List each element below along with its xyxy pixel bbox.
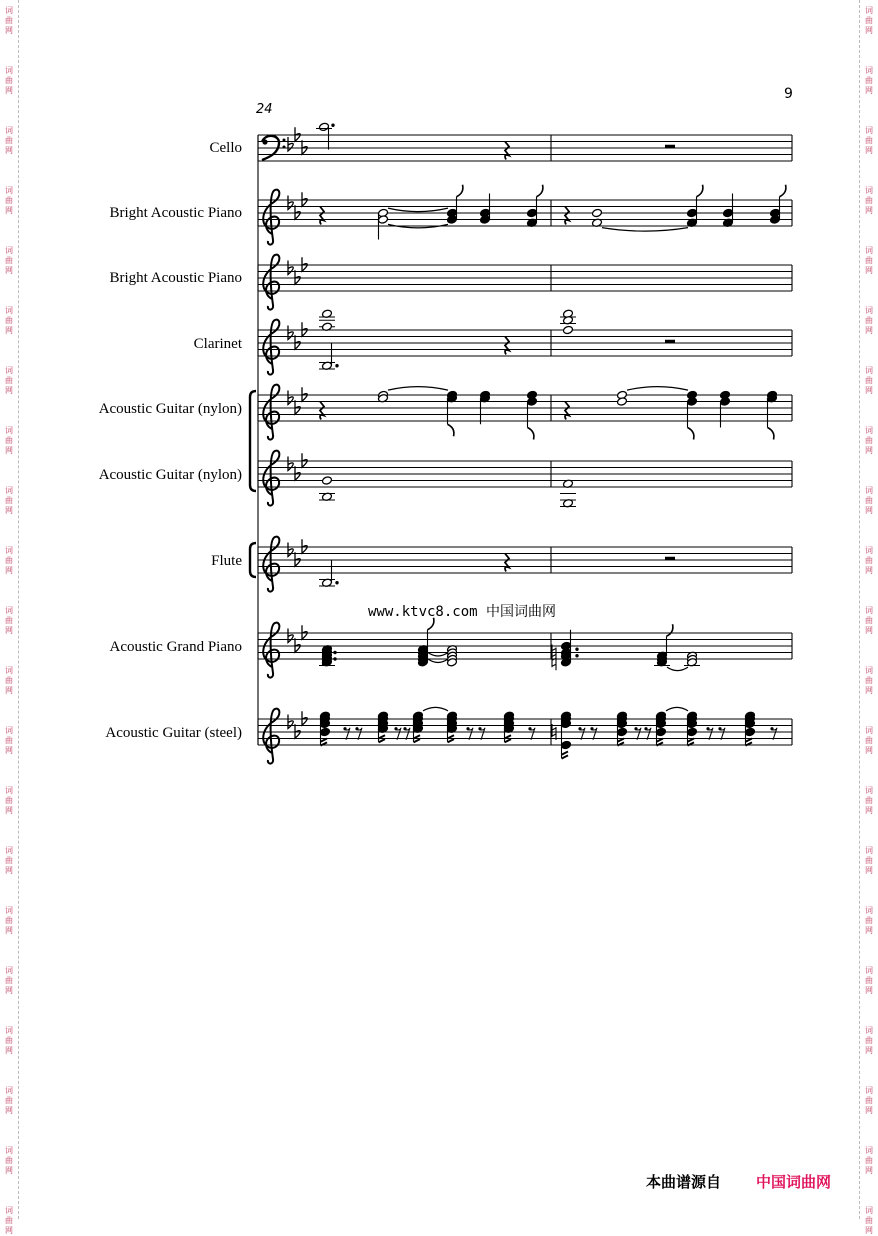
tie [667, 667, 688, 671]
guitar-group-bracket [250, 391, 256, 491]
margin-watermark: 词 曲 网 [865, 1206, 873, 1235]
note-flag [537, 185, 543, 197]
sixteenth-beam [414, 739, 421, 742]
tie [602, 228, 688, 232]
tie [388, 208, 448, 212]
margin-watermark: 词 曲 网 [865, 546, 873, 575]
instrument-label-cello: Cello [209, 140, 242, 156]
footer-source-site[interactable]: 中国词曲网 [756, 1173, 832, 1191]
margin-watermark: 词 曲 网 [865, 1146, 873, 1175]
page-number: 9 [784, 86, 793, 102]
margin-watermark: 词 曲 网 [865, 906, 873, 935]
margin-watermark: 词 曲 网 [865, 186, 873, 215]
sixteenth-beam [505, 739, 512, 742]
flat-sign [288, 715, 293, 729]
margin-watermark: 词 曲 网 [865, 726, 873, 755]
augmentation-dot [331, 124, 334, 127]
notehead [687, 208, 698, 217]
eighth-rest [592, 728, 597, 740]
augmentation-dot [333, 651, 336, 654]
flat-sign [302, 387, 307, 401]
watermark-site-name: 中国词曲网 [486, 604, 557, 620]
instrument-label-nylon-guitar-1: Acoustic Guitar (nylon) [98, 401, 242, 417]
margin-watermark: 词 曲 网 [865, 66, 873, 95]
flat-sign [302, 453, 307, 467]
flat-sign [288, 457, 293, 471]
margin-watermark: 词 曲 网 [5, 546, 13, 575]
instrument-label-grand-piano: Acoustic Grand Piano [109, 639, 242, 655]
flat-sign [288, 137, 293, 151]
note-flag [697, 185, 703, 197]
note-flag [688, 428, 694, 440]
tie [627, 387, 688, 391]
notehead [656, 727, 667, 736]
margin-watermark: 词 曲 网 [865, 606, 873, 635]
augmentation-dot [333, 657, 336, 660]
margin-watermark: 词 曲 网 [865, 786, 873, 815]
margin-watermark: 词 曲 网 [5, 486, 13, 515]
tie [428, 659, 448, 663]
notehead [561, 740, 572, 749]
bass-clef [283, 139, 286, 142]
half-rest [665, 557, 675, 560]
eighth-rest [530, 728, 535, 740]
margin-watermark: 词 曲 网 [865, 426, 873, 455]
flat-sign [295, 724, 300, 738]
half-rest [665, 145, 675, 148]
notehead [617, 727, 628, 736]
margin-watermark: 词 曲 网 [5, 1086, 13, 1115]
margin-watermark: 词 曲 网 [865, 846, 873, 875]
tie [423, 707, 448, 711]
margin-watermark: 词 曲 网 [5, 306, 13, 335]
sixteenth-beam [562, 752, 569, 755]
margin-watermark: 词 曲 网 [865, 366, 873, 395]
margin-watermark: 词 曲 网 [5, 186, 13, 215]
margin-watermark: 词 曲 网 [5, 366, 13, 395]
eighth-rest [772, 728, 777, 740]
flat-sign [302, 140, 307, 154]
eighth-rest [708, 728, 713, 740]
margin-watermark: 词 曲 网 [865, 1086, 873, 1115]
instrument-label-nylon-guitar-2: Acoustic Guitar (nylon) [98, 467, 242, 483]
instrument-label-steel-guitar: Acoustic Guitar (steel) [105, 725, 242, 741]
margin-watermark: 词 曲 网 [5, 1026, 13, 1055]
notehead [745, 727, 756, 736]
flat-sign [295, 638, 300, 652]
quarter-rest [505, 554, 509, 572]
notehead [322, 476, 333, 485]
watermark-url[interactable]: www.ktvc8.com [368, 604, 478, 620]
flat-sign [295, 335, 300, 349]
sixteenth-beam [562, 755, 569, 758]
notehead [527, 208, 538, 217]
treble-clef [263, 385, 279, 440]
treble-clef [263, 451, 279, 506]
notehead [320, 727, 331, 736]
flat-sign [288, 326, 293, 340]
flat-sign [295, 270, 300, 284]
eighth-rest [405, 728, 410, 740]
eighth-rest [468, 728, 473, 740]
quarter-rest [320, 207, 324, 225]
margin-watermark: 词 曲 网 [865, 666, 873, 695]
margin-watermark: 词 曲 网 [865, 126, 873, 155]
eighth-rest [646, 728, 651, 740]
flat-sign [302, 625, 307, 639]
treble-clef [263, 537, 279, 592]
quarter-rest [565, 402, 569, 420]
treble-clef [263, 709, 279, 764]
margin-watermark: 词 曲 网 [865, 6, 873, 35]
margin-watermark: 词 曲 网 [865, 246, 873, 275]
notehead [723, 208, 734, 217]
flat-sign [295, 466, 300, 480]
notehead [592, 208, 603, 217]
tie [388, 387, 448, 391]
quarter-rest [565, 207, 569, 225]
quarter-rest [320, 402, 324, 420]
eighth-rest [720, 728, 725, 740]
flat-sign [288, 196, 293, 210]
margin-watermark: 词 曲 网 [5, 246, 13, 275]
tie [428, 653, 448, 657]
footer-source-label: 本曲谱源自 [646, 1173, 722, 1191]
flat-sign [302, 322, 307, 336]
margin-watermark: 词 曲 网 [865, 306, 873, 335]
eighth-rest [580, 728, 585, 740]
treble-clef [263, 255, 279, 310]
eighth-rest [480, 728, 485, 740]
flat-sign [288, 261, 293, 275]
treble-clef [263, 320, 279, 375]
half-rest [665, 340, 675, 343]
bass-clef [262, 139, 267, 144]
cello-half-note [319, 122, 330, 131]
margin-watermark: 词 曲 网 [5, 1146, 13, 1175]
note-flag [428, 618, 434, 630]
augmentation-dot [575, 648, 578, 651]
flute-bracket [250, 543, 256, 577]
augmentation-dot [335, 364, 338, 367]
quarter-rest [505, 142, 509, 160]
notehead [687, 727, 698, 736]
flat-sign [295, 552, 300, 566]
sixteenth-beam [448, 739, 455, 742]
margin-watermark: 词 曲 网 [865, 486, 873, 515]
margin-watermark: 词 曲 网 [5, 426, 13, 455]
instrument-label-clarinet: Clarinet [193, 336, 242, 352]
sixteenth-beam [379, 739, 386, 742]
note-flag [768, 428, 774, 440]
flat-sign [302, 257, 307, 271]
tie [666, 707, 688, 711]
flat-sign [302, 539, 307, 553]
note-flag [528, 428, 534, 440]
quarter-rest [505, 337, 509, 355]
margin-watermark: 词 曲 网 [865, 966, 873, 995]
notehead [563, 325, 574, 334]
flat-sign [288, 629, 293, 643]
instrument-label-bright-piano-2: Bright Acoustic Piano [109, 270, 242, 286]
measure-number: 24 [256, 102, 273, 117]
margin-watermark: 词 曲 网 [5, 6, 13, 35]
margin-watermark: 词 曲 网 [5, 906, 13, 935]
instrument-label-bright-piano-1: Bright Acoustic Piano [109, 205, 242, 221]
note-flag [667, 624, 673, 636]
treble-clef [263, 190, 279, 245]
note-flag [457, 185, 463, 197]
augmentation-dot [575, 654, 578, 657]
margin-watermark: 词 曲 网 [5, 666, 13, 695]
augmentation-dot [335, 581, 338, 584]
margin-watermark: 词 曲 网 [5, 606, 13, 635]
eighth-rest [357, 728, 362, 740]
instrument-label-flute: Flute [211, 553, 242, 569]
margin-watermark: 词 曲 网 [5, 66, 13, 95]
flat-sign [295, 400, 300, 414]
margin-watermark: 词 曲 网 [5, 786, 13, 815]
flat-sign [288, 543, 293, 557]
eighth-rest [396, 728, 401, 740]
treble-clef [263, 623, 279, 678]
margin-watermark: 词 曲 网 [5, 846, 13, 875]
note-flag [780, 185, 786, 197]
margin-watermark: 词 曲 网 [5, 726, 13, 755]
flat-sign [302, 192, 307, 206]
note-flag [448, 424, 454, 436]
flat-sign [295, 205, 300, 219]
margin-watermark: 词 曲 网 [5, 966, 13, 995]
eighth-rest [345, 728, 350, 740]
margin-watermark: 词 曲 网 [865, 1026, 873, 1055]
bass-clef [283, 146, 286, 149]
flat-sign [288, 391, 293, 405]
eighth-rest [636, 728, 641, 740]
flat-sign [302, 711, 307, 725]
margin-watermark: 词 曲 网 [5, 126, 13, 155]
flat-sign [295, 127, 300, 141]
margin-watermark: 词 曲 网 [5, 1206, 13, 1235]
